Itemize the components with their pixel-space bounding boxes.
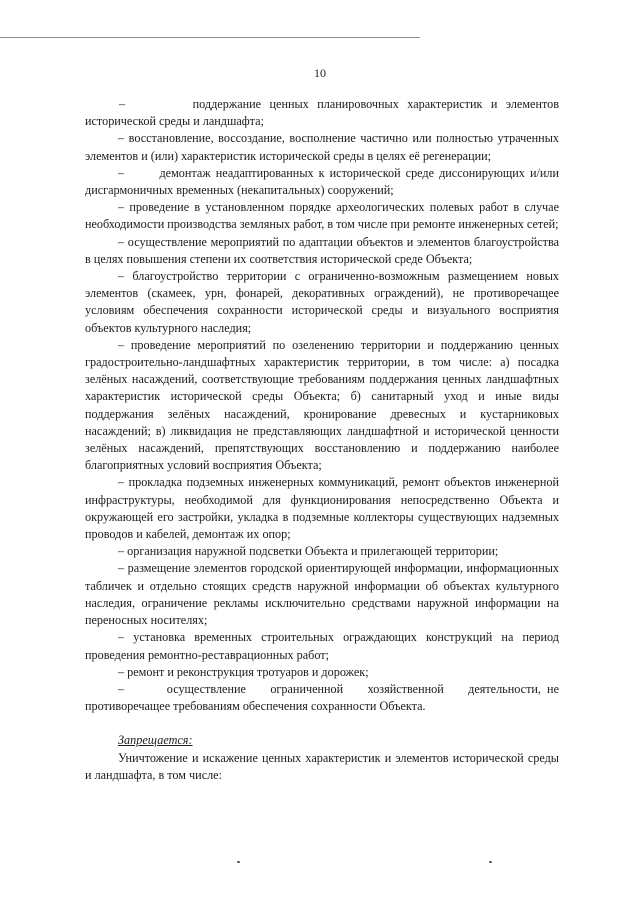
list-item: – ремонт и реконструкция тротуаров и дорожек; <box>118 664 369 679</box>
scan-artifact-dot <box>237 861 240 863</box>
section-body: Уничтожение и искажение ценных характеристик и элементов исторической среды и ландшафта, в том числе: <box>85 750 559 782</box>
list-item: – прокладка подземных инженерных коммуникаций, ремонт объектов инженерной инфраструктуры, необходимой для функционирования непосредственно Объекта и окружающей его застройки, укладка в подземные коллекторы существующих надземных проводов и кабелей, демонтаж их опор; <box>85 475 559 542</box>
list-item: – организация наружной подсветки Объекта и прилегающей территории; <box>118 544 499 559</box>
list-item: – проведение в установленном порядке археологических полевых работ в случае необходимости производства земляных работ, в том числе при ремонте инженерных сетей; <box>85 200 559 232</box>
list-item: – поддержание ценных планировочных характеристик и элементов исторической среды и ландшафта; <box>85 97 559 129</box>
page-number: 10 <box>314 66 326 80</box>
list-item: – установка временных строительных ограждающих конструкций на период проведения ремонтно-реставрационных работ; <box>85 630 559 662</box>
list-item: – осуществление ограниченной хозяйственной деятельности, не противоречащее требованиям обеспечения сохранности Объекта. <box>85 681 559 714</box>
list-item: – восстановление, воссоздание, восполнение частично или полностью утраченных элементов и (или) характеристик исторической среды в целях её регенерации; <box>85 131 559 163</box>
list-item: – благоустройство территории с ограниченно-возможным размещением новых элементов (скамеек, урн, фонарей, декоративных ограждений), не противоречащее условиям обеспечения сохранности исторической среды и визуального восприятия объектов культурного наследия; <box>85 269 559 335</box>
document-body <box>85 96 559 784</box>
list-item: – демонтаж неадаптированных к исторической среде диссонирующих и/или дисгармоничных временных (некапитальных) сооружений; <box>85 165 559 198</box>
list-item: – размещение элементов городской ориентирующей информации, информационных табличек и отдельно стоящих средств наружной информации об объектах культурного наследия, ограничение рекламы исключительно средствами наружной информации на переносных носителях; <box>85 561 559 628</box>
header-rule <box>0 37 420 38</box>
scan-artifact-dot <box>489 861 492 863</box>
list-item: – осуществление мероприятий по адаптации объектов и элементов благоустройства в целях повышения степени их соответствия исторической среде Объекта; <box>85 234 559 266</box>
section-heading: Запрещается: <box>118 733 193 748</box>
list-item: – проведение мероприятий по озеленению территории и поддержанию ценных градостроительно-ландшафтных характеристик территории, в том числе: а) посадка зелёных насаждений, соответствующие требованиям поддержания ценных ландшафтных характеристик исторической среды Объекта; б) санитарный уход и иные виды поддержания зелёных насаждений, кронирование древесных и кустарниковых насаждений; в) ликвидация не представляющих ландшафтной и исторической ценности зелёных насаждений, препятствующих восстановлению и поддержанию наиболее благоприятных условий восприятия Объекта; <box>85 337 559 473</box>
